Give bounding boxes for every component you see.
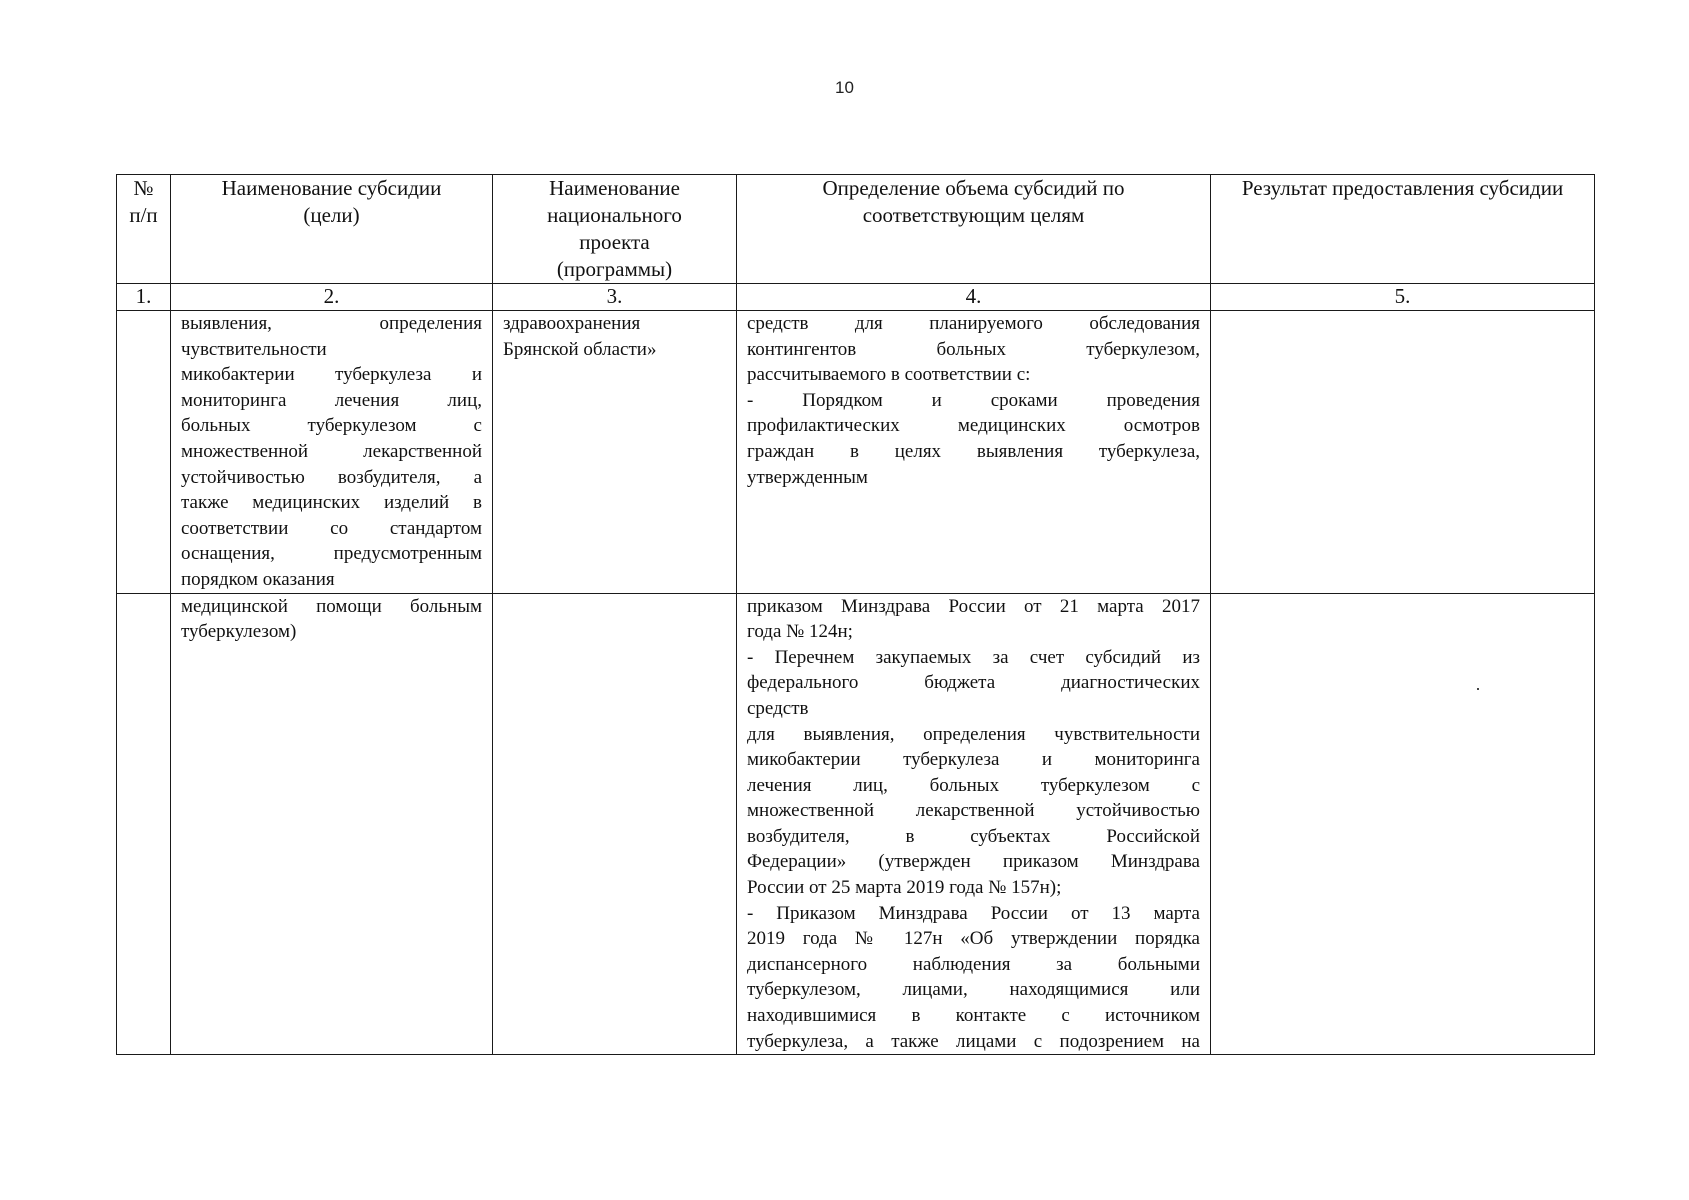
text-line: приказом Минздрава России от 21 марта 2017 — [747, 595, 1200, 617]
page-number: 10 — [835, 78, 854, 97]
text-line: 2019 года № 127н «Об утверждении порядка — [747, 928, 1200, 950]
text-line: - Перечнем закупаемых за счет субсидий из — [747, 646, 1200, 668]
text-line: диспансерного наблюдения за больными — [747, 953, 1200, 975]
text-line: оснащения, предусмотренным — [181, 543, 482, 565]
header-volume-definition — [737, 175, 1211, 284]
text-line: туберкулеза, а также лицами с подозрением на — [747, 1030, 1200, 1052]
text-line: здравоохранения — [503, 313, 641, 334]
subsidy-name-cell — [171, 311, 493, 594]
text-line: Федерации» (утвержден приказом Минздрава — [747, 851, 1200, 873]
text-line: профилактических медицинских осмотров — [747, 415, 1200, 437]
text-line: выявления, определения — [181, 313, 482, 334]
scan-speck — [1477, 688, 1479, 690]
text-line: России от 25 марта 2019 года № 157н); — [747, 877, 1062, 899]
text-line: также медицинских изделий в — [181, 492, 482, 514]
text-line: - Приказом Минздрава России от 13 марта — [747, 902, 1200, 924]
table-row — [117, 593, 1595, 1055]
volume-definition-cell — [737, 311, 1211, 594]
text-line: года № 124н; — [747, 621, 853, 643]
header-national-project — [493, 175, 737, 284]
text-line: рассчитываемого в соответствии с: — [747, 364, 1031, 386]
text-line: средств — [747, 697, 809, 719]
volume-definition-cell — [737, 593, 1211, 1055]
header-line: Наименование субсидии — [221, 176, 442, 200]
header-line: национального — [547, 203, 682, 227]
text-line: микобактерии туберкулеза и мониторинга — [747, 749, 1200, 771]
header-line: п/п — [129, 203, 158, 227]
text-line: возбудителя, в субъектах Российской — [747, 825, 1200, 847]
text-line: Брянской области» — [503, 338, 657, 360]
result-cell — [1211, 593, 1595, 1055]
column-number: 1. — [117, 284, 171, 311]
column-number: 5. — [1211, 284, 1595, 311]
text-line: больных туберкулезом с — [181, 415, 482, 437]
row-number-cell — [117, 593, 171, 1055]
text-line: - Порядком и сроками проведения — [747, 389, 1200, 411]
text-line: туберкулезом) — [181, 621, 297, 643]
text-line: порядком оказания — [181, 568, 335, 590]
text-line: утвержденным — [747, 466, 868, 488]
header-line: (цели) — [303, 203, 360, 227]
header-line: Определение объема субсидий по — [822, 176, 1125, 200]
text-line: средств для планируемого обследования — [747, 313, 1200, 334]
column-number: 2. — [171, 284, 493, 311]
header-number — [117, 175, 171, 284]
header-line: соответствующим целям — [862, 203, 1085, 227]
text-line: граждан в целях выявления туберкулеза, — [747, 440, 1200, 462]
table-row — [117, 311, 1595, 594]
row-number-cell — [117, 311, 171, 594]
result-cell — [1211, 311, 1595, 594]
table-header-row — [117, 175, 1595, 284]
text-line: медицинской помощи больным — [181, 595, 482, 617]
national-project-cell — [493, 311, 737, 594]
text-line: федерального бюджета диагностических — [747, 672, 1200, 694]
header-line: проекта — [579, 230, 650, 254]
subsidy-table — [116, 174, 1595, 1055]
text-line: множественной лекарственной — [181, 440, 482, 462]
text-line: лечения лиц, больных туберкулезом с — [747, 774, 1200, 796]
text-line: контингентов больных туберкулезом, — [747, 338, 1200, 360]
text-line: соответствии со стандартом — [181, 517, 482, 539]
national-project-cell — [493, 593, 737, 1055]
text-line: множественной лекарственной устойчивостью — [747, 800, 1200, 822]
header-result — [1211, 175, 1595, 284]
header-subsidy-name — [171, 175, 493, 284]
text-line: для выявления, определения чувствительности — [747, 723, 1200, 745]
text-line: туберкулезом, лицами, находящимися или — [747, 979, 1200, 1001]
header-line: (программы) — [556, 257, 673, 281]
column-number: 4. — [737, 284, 1211, 311]
text-line: устойчивостью возбудителя, а — [181, 466, 482, 488]
subsidy-name-cell — [171, 593, 493, 1055]
header-line: Наименование — [549, 176, 680, 200]
text-line: находившимися в контакте с источником — [747, 1005, 1200, 1027]
text-line: микобактерии туберкулеза и — [181, 364, 482, 386]
text-line: чувствительности — [181, 338, 327, 360]
text-line: мониторинга лечения лиц, — [181, 389, 482, 411]
column-number: 3. — [493, 284, 737, 311]
header-line: № — [133, 176, 154, 200]
column-number-row — [117, 284, 1595, 311]
header-line: Результат предоставления субсидии — [1241, 176, 1564, 200]
